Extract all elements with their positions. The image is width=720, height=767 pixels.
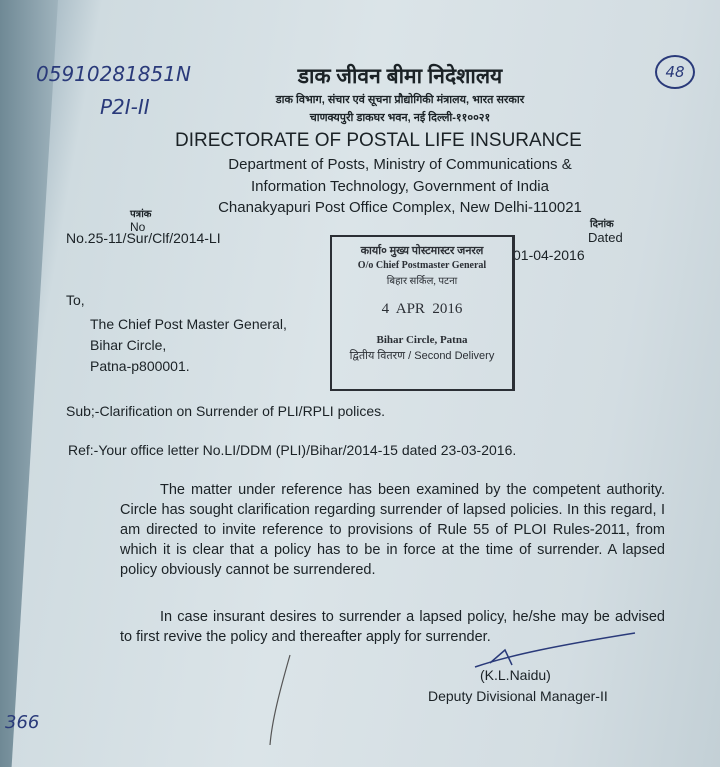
page-fold-shadow [0, 0, 58, 767]
to-label: To, [66, 292, 85, 308]
stamp-line4: Bihar Circle, Patna [376, 334, 468, 346]
stamp-date: 4 APR 2016 [381, 301, 463, 317]
addressee-line3: Patna-p800001. [90, 358, 190, 374]
pen-mark [260, 650, 300, 750]
subject: Sub;-Clarification on Surrender of PLI/RPLI polices. [66, 403, 386, 419]
header-line2: Department of Posts, Ministry of Communications & [228, 156, 572, 173]
reference-line: Ref:-Your office letter No.LI/DDM (PLI)/Bihar/2014-15 dated 23-03-2016. [68, 442, 517, 458]
directorate-title: DIRECTORATE OF POSTAL LIFE INSURANCE [175, 130, 582, 151]
date-label-hindi: दिनांक [590, 219, 614, 230]
date-label: Dated [588, 230, 623, 245]
addressee-line1: The Chief Post Master General, [90, 316, 287, 332]
received-stamp [330, 235, 515, 391]
header-line3: Information Technology, Government of India [251, 178, 549, 195]
handwritten-file-ref: 05910281851N [36, 62, 191, 86]
hindi-line2: डाक विभाग, संचार एवं सूचना प्रौद्योगिकी मंत्रालय, भारत सरकार [275, 94, 525, 106]
hindi-title: डाक जीवन बीमा निदेशालय [297, 65, 503, 88]
stamp-line3: बिहार सर्किल, पटना [386, 276, 458, 287]
signature-scribble [470, 625, 640, 675]
handwritten-file-sub: P2I-II [100, 95, 150, 119]
hindi-line3: चाणक्यपुरी डाकघर भवन, नई दिल्ली-११००२१ [309, 112, 491, 124]
no-label-hindi: पत्रांक [130, 209, 152, 220]
paragraph-1: The matter under reference has been examined by the competent authority. Circle has sought clarification regarding surrender of lapsed policies. In this regard, I am directed to invite reference to provisions of Rule 55 of PLOI Rules-2011, from which it is clear that a policy has to be in force at the time of surrender. A lapsed policy obviously cannot be surrendered. [120, 482, 665, 578]
letter-date: 01-04-2016 [513, 247, 585, 263]
reference-number: No.25-11/Sur/Clf/2014-LI [66, 230, 221, 246]
stamp-line1: कार्या० मुख्य पोस्टमास्टर जनरल [360, 245, 484, 257]
stamp-line2: O/o Chief Postmaster General [357, 260, 487, 271]
stamp-line5: द्वितीय वितरण / Second Delivery [349, 350, 495, 362]
no-label: No [130, 220, 146, 234]
signatory-name: (K.L.Naidu) [480, 667, 551, 683]
header-line4: Chanakyapuri Post Office Complex, New Delhi-110021 [218, 199, 582, 216]
addressee-line2: Bihar Circle, [90, 337, 167, 353]
paragraph-2: In case insurant desires to surrender a lapsed policy, he/she may be advised to first revive the policy and thereafter apply for surrender. [120, 609, 665, 645]
handwritten-bottom-number: 366 [5, 712, 40, 733]
signatory-designation: Deputy Divisional Manager-II [428, 688, 608, 704]
page-number-circle: 48 [655, 55, 695, 89]
